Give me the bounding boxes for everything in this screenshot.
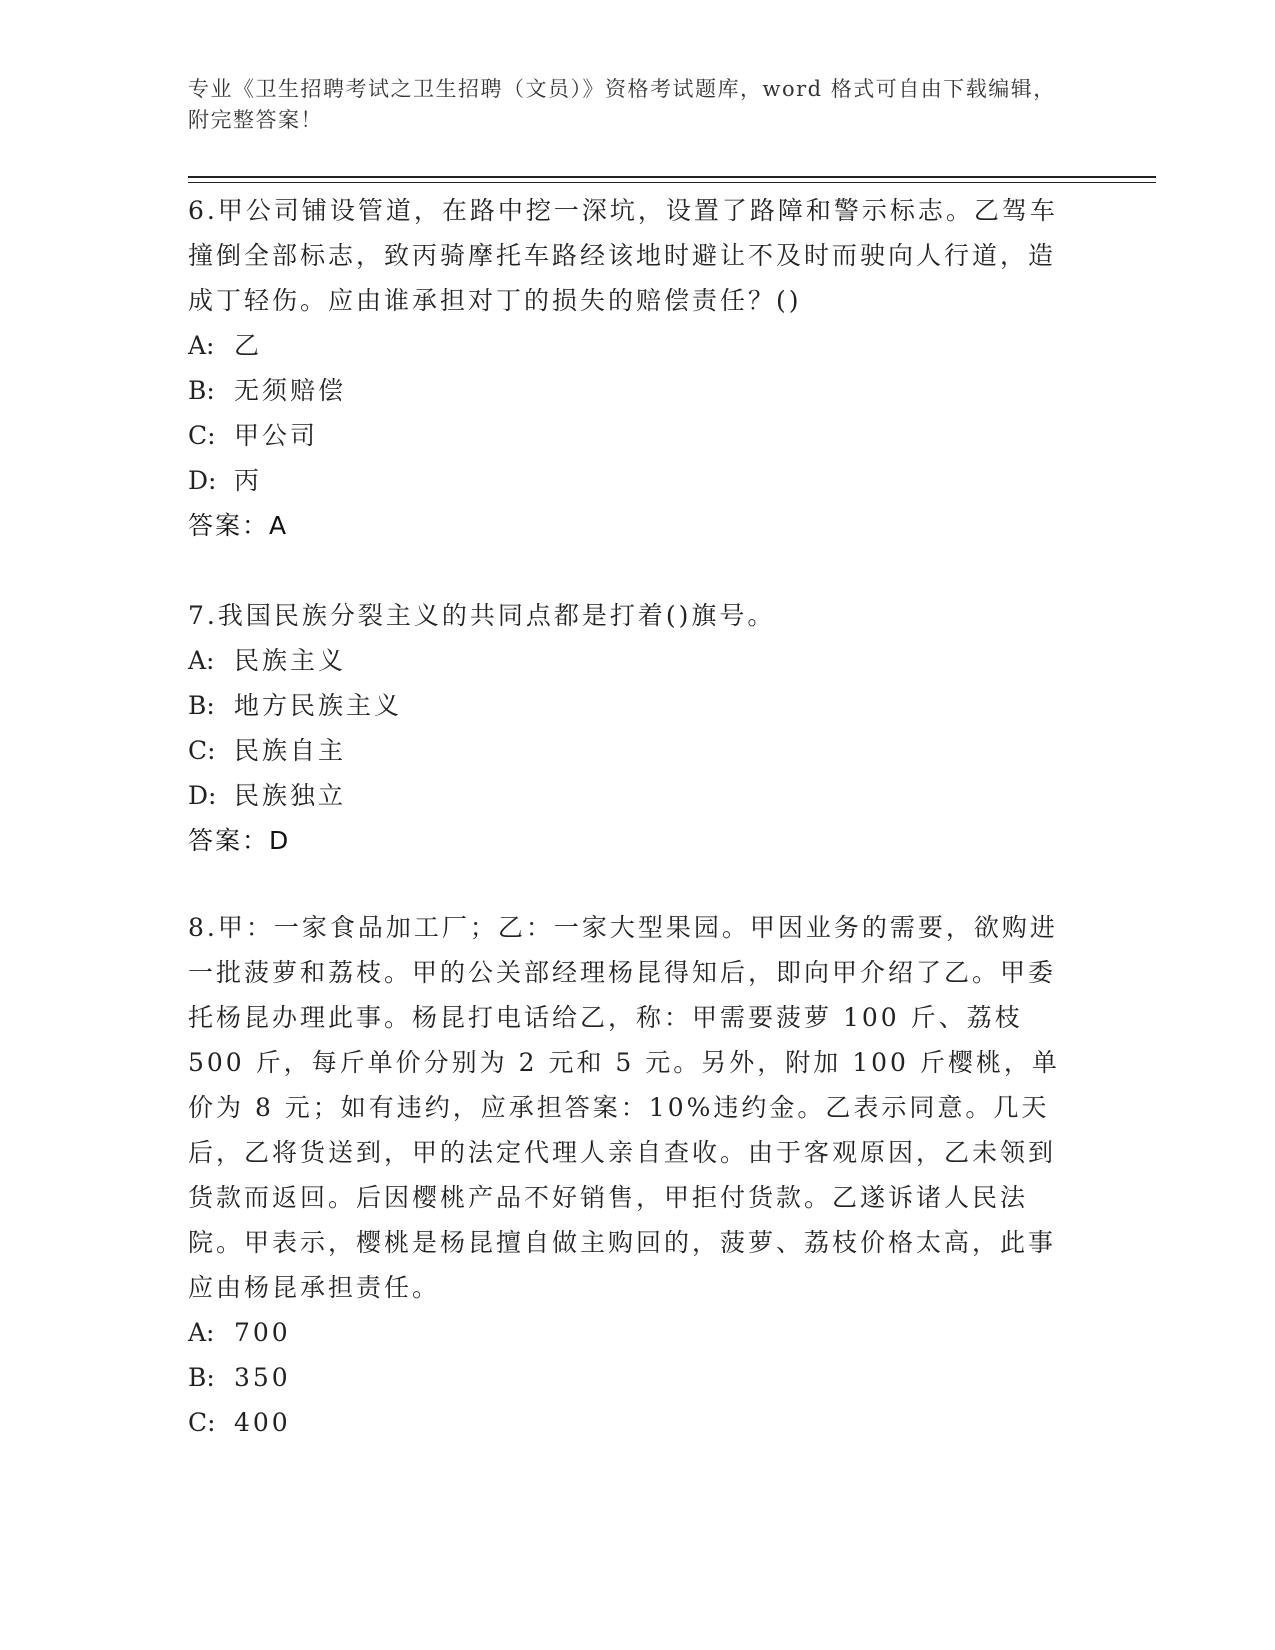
option-b (188, 1355, 1068, 1400)
option-text: 丙 (234, 466, 263, 495)
option-key: C: (188, 736, 216, 765)
answer-line: 答案：D (188, 826, 291, 855)
option-text: 700 (234, 1318, 291, 1347)
question-stem: 7.我国民族分裂主义的共同点都是打着()旗号。 (188, 601, 776, 630)
option-c (188, 728, 1068, 773)
option-key: C: (188, 1408, 216, 1437)
option-d (188, 773, 1068, 818)
option-text: 地方民族主义 (234, 691, 403, 720)
question-8 (188, 905, 1068, 1445)
option-key: A: (188, 331, 215, 360)
option-a (188, 638, 1068, 683)
option-text: 甲公司 (234, 421, 319, 450)
answer-line: 答案：A (188, 511, 289, 540)
option-key: B: (188, 1363, 215, 1392)
header-divider-thick (188, 176, 1156, 178)
option-d (188, 458, 1068, 503)
option-text: 民族主义 (234, 646, 347, 675)
option-b (188, 683, 1068, 728)
option-text: 350 (234, 1363, 291, 1392)
question-stem: 8.甲：一家食品加工厂；乙：一家大型果园。甲因业务的需要，欲购进一批菠萝和荔枝。甲的公关部经理杨昆得知后，即向甲介绍了乙。甲委托杨昆办理此事。杨昆打电话给乙，称：甲需要菠萝 100 斤、荔枝 500 斤，每斤单价分别为 2 元和 5 元。另外，附加 100 斤樱桃，单价为 8 元；如有违约，应承担答案：10%违约金。乙表示同意。几天后，乙将货送到，甲的法定代理人亲自查收。由于客观原因，乙未领到货款而返回。后因樱桃产品不好销售，甲拒付货款。乙遂诉诸人民法院。甲表示，樱桃是杨昆擅自做主购回的，菠萝、荔枝价格太高，此事应由杨昆承担责任。 (188, 913, 1060, 1302)
option-text: 无须赔偿 (234, 376, 347, 405)
option-text: 乙 (234, 331, 263, 360)
option-key: B: (188, 691, 215, 720)
option-c (188, 1400, 1068, 1445)
option-text: 民族自主 (234, 736, 347, 765)
question-6 (188, 188, 1068, 549)
option-a (188, 1310, 1068, 1355)
option-text: 400 (234, 1408, 291, 1437)
document-header: 专业《卫生招聘考试之卫生招聘（文员）》资格考试题库，word 格式可自由下载编辑，附完整答案！ (188, 77, 1056, 132)
option-key: A: (188, 1318, 215, 1347)
option-key: D: (188, 466, 217, 495)
option-key: A: (188, 646, 215, 675)
option-c (188, 413, 1068, 458)
question-7 (188, 593, 1068, 864)
option-key: D: (188, 781, 217, 810)
option-b (188, 368, 1068, 413)
question-stem: 6.甲公司铺设管道，在路中挖一深坑，设置了路障和警示标志。乙驾车撞倒全部标志，致丙骑摩托车路经该地时避让不及时而驶向人行道，造成丁轻伤。应由谁承担对丁的损失的赔偿责任？() (188, 196, 1058, 315)
option-key: B: (188, 376, 215, 405)
option-a (188, 323, 1068, 368)
header-divider-thin (188, 182, 1156, 183)
option-key: C: (188, 421, 216, 450)
option-text: 民族独立 (234, 781, 347, 810)
